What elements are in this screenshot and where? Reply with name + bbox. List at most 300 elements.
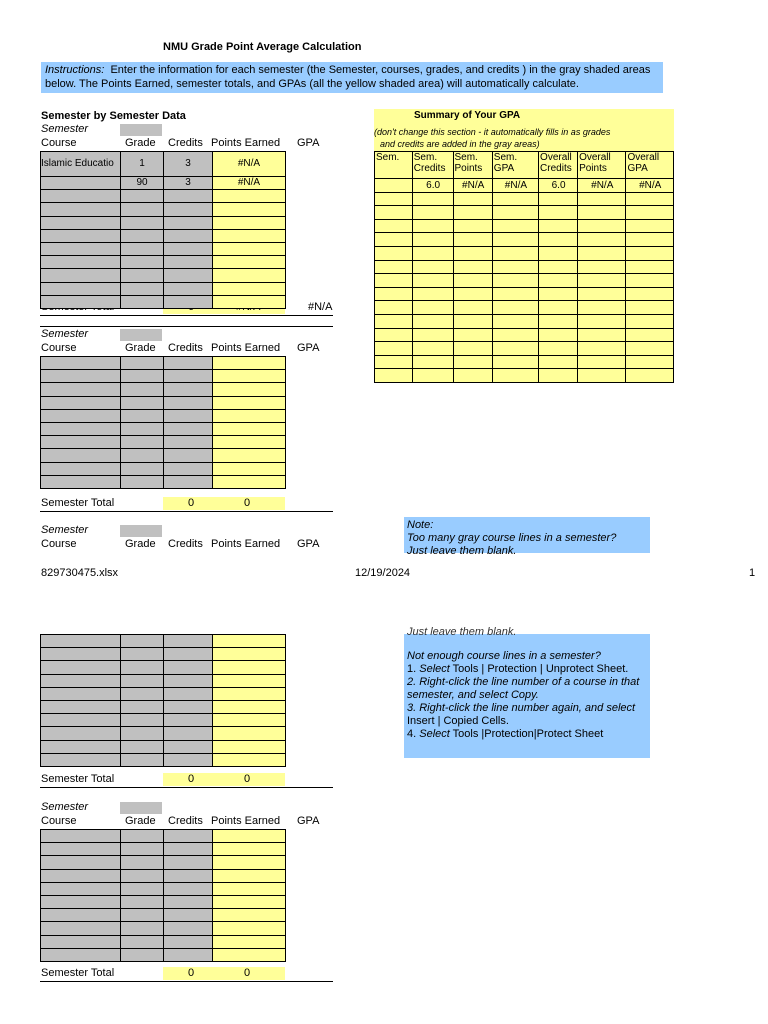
credits-cell[interactable]	[164, 830, 213, 843]
course-cell[interactable]	[41, 370, 121, 383]
course-row	[41, 909, 286, 922]
summary-cell	[453, 314, 492, 328]
course-cell[interactable]	[41, 727, 121, 740]
points-cell	[213, 269, 286, 282]
credits-cell[interactable]	[164, 269, 213, 282]
semester-total-rule	[40, 787, 333, 788]
course-cell[interactable]	[41, 242, 121, 255]
summary-cell	[375, 206, 413, 220]
grade-cell[interactable]	[121, 869, 164, 882]
points-cell	[213, 449, 286, 462]
summary-header-row	[375, 152, 674, 179]
summary-cell	[539, 206, 578, 220]
credits-cell[interactable]	[164, 909, 213, 922]
credits-cell[interactable]	[164, 661, 213, 674]
course-row	[41, 935, 286, 948]
summary-cell	[375, 260, 413, 274]
course-row	[41, 648, 286, 661]
summary-cell	[453, 342, 492, 356]
summary-cell	[492, 260, 538, 274]
summary-cell	[539, 246, 578, 260]
points-cell	[213, 895, 286, 908]
footer-filename: 829730475.xlsx	[41, 567, 119, 579]
summary-cell	[492, 192, 538, 206]
points-header: Points Earned	[211, 342, 281, 354]
course-row	[41, 714, 286, 727]
grade-cell[interactable]	[121, 409, 164, 422]
course-cell[interactable]	[41, 661, 121, 674]
grade-cell[interactable]	[121, 462, 164, 475]
summary-col-header: Sem. Credits	[412, 152, 453, 179]
credits-cell[interactable]	[164, 935, 213, 948]
course-cell[interactable]	[41, 295, 121, 308]
grade-cell[interactable]	[121, 687, 164, 700]
points-cell	[213, 475, 286, 488]
summary-cell: #N/A	[626, 179, 674, 193]
summary-row	[375, 260, 674, 274]
grade-cell[interactable]	[121, 190, 164, 203]
grade-cell[interactable]	[121, 909, 164, 922]
summary-cell	[578, 233, 626, 247]
summary-row	[375, 328, 674, 342]
course-cell[interactable]	[41, 856, 121, 869]
summary-cell	[492, 369, 538, 383]
points-cell: #N/A	[213, 177, 286, 190]
points-cell	[213, 256, 286, 269]
summary-cell	[412, 192, 453, 206]
summary-cell	[626, 369, 674, 383]
course-cell[interactable]	[41, 830, 121, 843]
summary-cell	[626, 355, 674, 369]
grade-cell[interactable]	[121, 700, 164, 713]
course-cell[interactable]	[41, 216, 121, 229]
semester-total-points: 0	[243, 967, 251, 979]
summary-cell: #N/A	[492, 179, 538, 193]
summary-cell	[375, 287, 413, 301]
summary-cell	[578, 301, 626, 315]
credits-cell[interactable]	[164, 922, 213, 935]
grade-cell[interactable]	[121, 436, 164, 449]
semester-label: Semester	[41, 328, 89, 340]
summary-cell	[375, 328, 413, 342]
note-box-continued	[404, 626, 650, 758]
summary-row	[375, 179, 674, 193]
grade-cell[interactable]	[121, 714, 164, 727]
summary-cell	[626, 219, 674, 233]
note-step3b: Insert | Copied Cells.	[407, 715, 509, 727]
semester-total-gpa: #N/A	[308, 301, 333, 313]
course-cell[interactable]	[41, 177, 121, 190]
grade-cell[interactable]	[121, 216, 164, 229]
points-cell	[213, 436, 286, 449]
course-cell[interactable]	[41, 740, 121, 753]
summary-cell	[453, 274, 492, 288]
semester-total-credits: 0	[187, 967, 195, 979]
course-row	[41, 856, 286, 869]
summary-cell	[626, 342, 674, 356]
semester-input[interactable]	[120, 802, 162, 814]
points-cell	[213, 700, 286, 713]
credits-cell[interactable]	[164, 436, 213, 449]
credits-cell[interactable]	[164, 895, 213, 908]
summary-row	[375, 192, 674, 206]
gpa-header: GPA	[297, 538, 320, 550]
summary-cell	[453, 287, 492, 301]
points-header: Points Earned	[211, 815, 281, 827]
summary-cell	[412, 314, 453, 328]
summary-cell	[375, 246, 413, 260]
course-cell[interactable]	[41, 396, 121, 409]
course-cell[interactable]	[41, 256, 121, 269]
summary-cell	[375, 314, 413, 328]
course-cell[interactable]	[41, 475, 121, 488]
course-cell[interactable]	[41, 357, 121, 370]
summary-row	[375, 274, 674, 288]
gpa-header: GPA	[297, 815, 320, 827]
summary-cell	[375, 301, 413, 315]
grade-cell[interactable]	[121, 856, 164, 869]
course-cell[interactable]	[41, 409, 121, 422]
summary-cell	[412, 246, 453, 260]
summary-cell	[539, 342, 578, 356]
credits-cell[interactable]	[164, 475, 213, 488]
credits-cell[interactable]	[164, 714, 213, 727]
note-line1: Too many gray course lines in a semester?	[407, 532, 617, 544]
semester-total-rule	[40, 981, 333, 982]
credits-cell[interactable]	[164, 843, 213, 856]
summary-cell	[626, 260, 674, 274]
summary-cell	[375, 192, 413, 206]
summary-cell	[539, 219, 578, 233]
credits-cell[interactable]	[164, 687, 213, 700]
note-step4: 4. Select Tools |Protection|Protect Sheet	[407, 728, 604, 740]
course-row	[41, 843, 286, 856]
summary-cell	[412, 369, 453, 383]
credits-cell[interactable]	[164, 256, 213, 269]
course-row	[41, 256, 286, 269]
semester-total-credits: 0	[187, 773, 195, 785]
grade-cell[interactable]	[121, 843, 164, 856]
credits-cell[interactable]	[164, 229, 213, 242]
points-cell	[213, 869, 286, 882]
course-row	[41, 436, 286, 449]
credits-cell[interactable]	[164, 295, 213, 308]
course-cell[interactable]	[41, 674, 121, 687]
course-cell[interactable]	[41, 436, 121, 449]
course-row	[41, 922, 286, 935]
course-cell[interactable]	[41, 203, 121, 216]
grade-cell[interactable]	[121, 895, 164, 908]
semester-top-rule	[40, 326, 333, 327]
credits-cell[interactable]	[164, 740, 213, 753]
summary-cell	[412, 206, 453, 220]
grade-cell[interactable]	[121, 753, 164, 766]
grade-header: Grade	[125, 342, 156, 354]
grade-cell[interactable]: 90	[121, 177, 164, 190]
points-cell	[213, 727, 286, 740]
course-grid	[40, 151, 286, 309]
credits-cell[interactable]	[164, 357, 213, 370]
summary-cell	[578, 246, 626, 260]
summary-cell	[626, 192, 674, 206]
grade-cell[interactable]	[121, 922, 164, 935]
course-cell[interactable]	[41, 190, 121, 203]
credits-cell[interactable]	[164, 190, 213, 203]
points-cell: #N/A	[213, 152, 286, 177]
credits-cell[interactable]	[164, 203, 213, 216]
course-cell[interactable]	[41, 948, 121, 961]
summary-cell	[453, 192, 492, 206]
summary-cell	[375, 219, 413, 233]
credits-header: Credits	[168, 538, 203, 550]
semester-total-label: Semester Total	[41, 497, 115, 509]
grade-header: Grade	[125, 137, 156, 149]
course-cell[interactable]	[41, 383, 121, 396]
credits-cell[interactable]	[164, 216, 213, 229]
course-cell[interactable]	[41, 714, 121, 727]
grade-cell[interactable]	[121, 935, 164, 948]
summary-cell	[375, 342, 413, 356]
points-cell	[213, 674, 286, 687]
credits-cell[interactable]	[164, 753, 213, 766]
grade-cell[interactable]	[121, 229, 164, 242]
credits-cell[interactable]	[164, 396, 213, 409]
grade-cell[interactable]	[121, 383, 164, 396]
summary-cell	[412, 274, 453, 288]
gpa-header: GPA	[297, 342, 320, 354]
grade-cell[interactable]	[121, 357, 164, 370]
summary-cell: 6.0	[412, 179, 453, 193]
course-cell[interactable]	[41, 882, 121, 895]
semester-total-points: 0	[243, 773, 251, 785]
course-row	[41, 948, 286, 961]
credits-cell[interactable]: 3	[164, 152, 213, 177]
summary-row	[375, 287, 674, 301]
course-row	[41, 661, 286, 674]
credits-cell[interactable]	[164, 449, 213, 462]
course-row	[41, 282, 286, 295]
summary-cell	[492, 274, 538, 288]
course-cell[interactable]	[41, 449, 121, 462]
course-cell[interactable]	[41, 422, 121, 435]
credits-header: Credits	[168, 815, 203, 827]
note-line3: Not enough course lines in a semester?	[407, 650, 601, 662]
summary-cell	[539, 287, 578, 301]
points-cell	[213, 242, 286, 255]
course-cell[interactable]	[41, 700, 121, 713]
credits-cell[interactable]	[164, 727, 213, 740]
summary-cell	[453, 206, 492, 220]
summary-cell	[492, 219, 538, 233]
semester-label: Semester	[41, 524, 89, 536]
credits-cell[interactable]	[164, 282, 213, 295]
summary-cell	[453, 233, 492, 247]
grade-cell[interactable]	[121, 661, 164, 674]
summary-cell	[539, 274, 578, 288]
course-row	[41, 177, 286, 190]
course-cell[interactable]	[41, 922, 121, 935]
semester-input[interactable]	[120, 329, 162, 341]
summary-cell	[453, 219, 492, 233]
grade-cell[interactable]	[121, 449, 164, 462]
summary-cell	[412, 342, 453, 356]
grade-header: Grade	[125, 815, 156, 827]
grade-cell[interactable]	[121, 727, 164, 740]
summary-row	[375, 301, 674, 315]
summary-cell	[578, 355, 626, 369]
grade-cell[interactable]: 1	[121, 152, 164, 177]
course-row	[41, 727, 286, 740]
course-cell[interactable]	[41, 843, 121, 856]
summary-row	[375, 219, 674, 233]
points-cell	[213, 740, 286, 753]
course-cell[interactable]	[41, 687, 121, 700]
course-cell[interactable]	[41, 648, 121, 661]
credits-cell[interactable]	[164, 882, 213, 895]
grade-cell[interactable]	[121, 882, 164, 895]
summary-cell	[453, 246, 492, 260]
credits-cell[interactable]	[164, 648, 213, 661]
summary-cell	[492, 287, 538, 301]
summary-col-header: Overall Points	[578, 152, 626, 179]
note-box	[404, 517, 650, 557]
credits-cell[interactable]	[164, 948, 213, 961]
points-cell	[213, 856, 286, 869]
summary-cell	[539, 328, 578, 342]
summary-cell	[578, 274, 626, 288]
course-row	[41, 422, 286, 435]
summary-row	[375, 314, 674, 328]
semester-input[interactable]	[120, 124, 162, 136]
course-cell[interactable]	[41, 753, 121, 766]
credits-header: Credits	[168, 342, 203, 354]
summary-cell	[492, 314, 538, 328]
summary-cell	[412, 260, 453, 274]
course-row	[41, 203, 286, 216]
course-cell[interactable]	[41, 909, 121, 922]
course-cell[interactable]	[41, 635, 121, 648]
summary-cell	[578, 369, 626, 383]
course-row	[41, 396, 286, 409]
summary-cell	[626, 328, 674, 342]
grade-cell[interactable]	[121, 256, 164, 269]
points-header: Points Earned	[211, 538, 281, 550]
points-cell	[213, 462, 286, 475]
course-header: Course	[41, 137, 77, 149]
note-step2: 2. Right-click the line number of a course in that semester, and select Copy.	[407, 676, 640, 701]
course-cell[interactable]	[41, 895, 121, 908]
summary-cell	[453, 260, 492, 274]
course-cell[interactable]	[41, 462, 121, 475]
credits-cell[interactable]	[164, 242, 213, 255]
course-cell[interactable]	[41, 869, 121, 882]
points-cell	[213, 229, 286, 242]
course-cell[interactable]	[41, 229, 121, 242]
points-cell	[213, 635, 286, 648]
grade-cell[interactable]	[121, 203, 164, 216]
credits-cell[interactable]	[164, 635, 213, 648]
points-cell	[213, 370, 286, 383]
course-row	[41, 869, 286, 882]
course-row	[41, 190, 286, 203]
semester-total-rule	[40, 511, 333, 512]
course-cell[interactable]: Islamic Educatio	[41, 152, 121, 177]
course-cell[interactable]	[41, 269, 121, 282]
points-cell	[213, 843, 286, 856]
credits-cell[interactable]: 3	[164, 177, 213, 190]
summary-title: Summary of Your GPA	[414, 110, 521, 121]
summary-cell	[539, 314, 578, 328]
grade-cell[interactable]	[121, 648, 164, 661]
credits-cell[interactable]	[164, 383, 213, 396]
grade-cell[interactable]	[121, 948, 164, 961]
summary-cell	[375, 355, 413, 369]
credits-cell[interactable]	[164, 370, 213, 383]
course-row	[41, 295, 286, 308]
grade-cell[interactable]	[121, 674, 164, 687]
credits-cell[interactable]	[164, 462, 213, 475]
summary-cell	[412, 287, 453, 301]
credits-cell[interactable]	[164, 869, 213, 882]
grade-cell[interactable]	[121, 269, 164, 282]
semester-input[interactable]	[120, 525, 162, 537]
summary-col-header: Sem. GPA	[492, 152, 538, 179]
points-header: Points Earned	[211, 137, 281, 149]
credits-cell[interactable]	[164, 674, 213, 687]
course-cell[interactable]	[41, 282, 121, 295]
instructions-text: Enter the information for each semester (the Semester, courses, grades, and credits ) in the gray shaded areas below. The Points Earned, semester totals, and GPAs (all the yellow shaded area) will automatically calculate.	[45, 64, 651, 90]
credits-cell[interactable]	[164, 856, 213, 869]
summary-cell	[375, 274, 413, 288]
grade-cell[interactable]	[121, 242, 164, 255]
summary-cell	[539, 355, 578, 369]
points-cell	[213, 648, 286, 661]
grade-cell[interactable]	[121, 396, 164, 409]
gpa-header: GPA	[297, 137, 320, 149]
summary-row	[375, 206, 674, 220]
note-line2-cut: Just leave them blank.	[407, 626, 517, 638]
summary-cell	[539, 301, 578, 315]
grade-cell[interactable]	[121, 830, 164, 843]
grade-cell[interactable]	[121, 635, 164, 648]
grade-cell[interactable]	[121, 740, 164, 753]
summary-row	[375, 369, 674, 383]
course-row	[41, 895, 286, 908]
summary-col-header: Overall GPA	[626, 152, 674, 179]
grade-cell[interactable]	[121, 295, 164, 308]
footer-page-number: 1	[749, 567, 756, 579]
credits-cell[interactable]	[164, 422, 213, 435]
summary-cell	[492, 342, 538, 356]
points-cell	[213, 282, 286, 295]
points-cell	[213, 190, 286, 203]
grade-cell[interactable]	[121, 282, 164, 295]
course-row	[41, 687, 286, 700]
course-row	[41, 229, 286, 242]
summary-table	[374, 151, 674, 383]
summary-col-header: Overall Credits	[539, 152, 578, 179]
points-cell	[213, 948, 286, 961]
summary-cell	[453, 355, 492, 369]
grade-cell[interactable]	[121, 422, 164, 435]
summary-cell	[492, 233, 538, 247]
course-cell[interactable]	[41, 935, 121, 948]
grade-cell[interactable]	[121, 475, 164, 488]
credits-cell[interactable]	[164, 409, 213, 422]
credits-cell[interactable]	[164, 700, 213, 713]
grade-cell[interactable]	[121, 370, 164, 383]
summary-cell	[375, 369, 413, 383]
